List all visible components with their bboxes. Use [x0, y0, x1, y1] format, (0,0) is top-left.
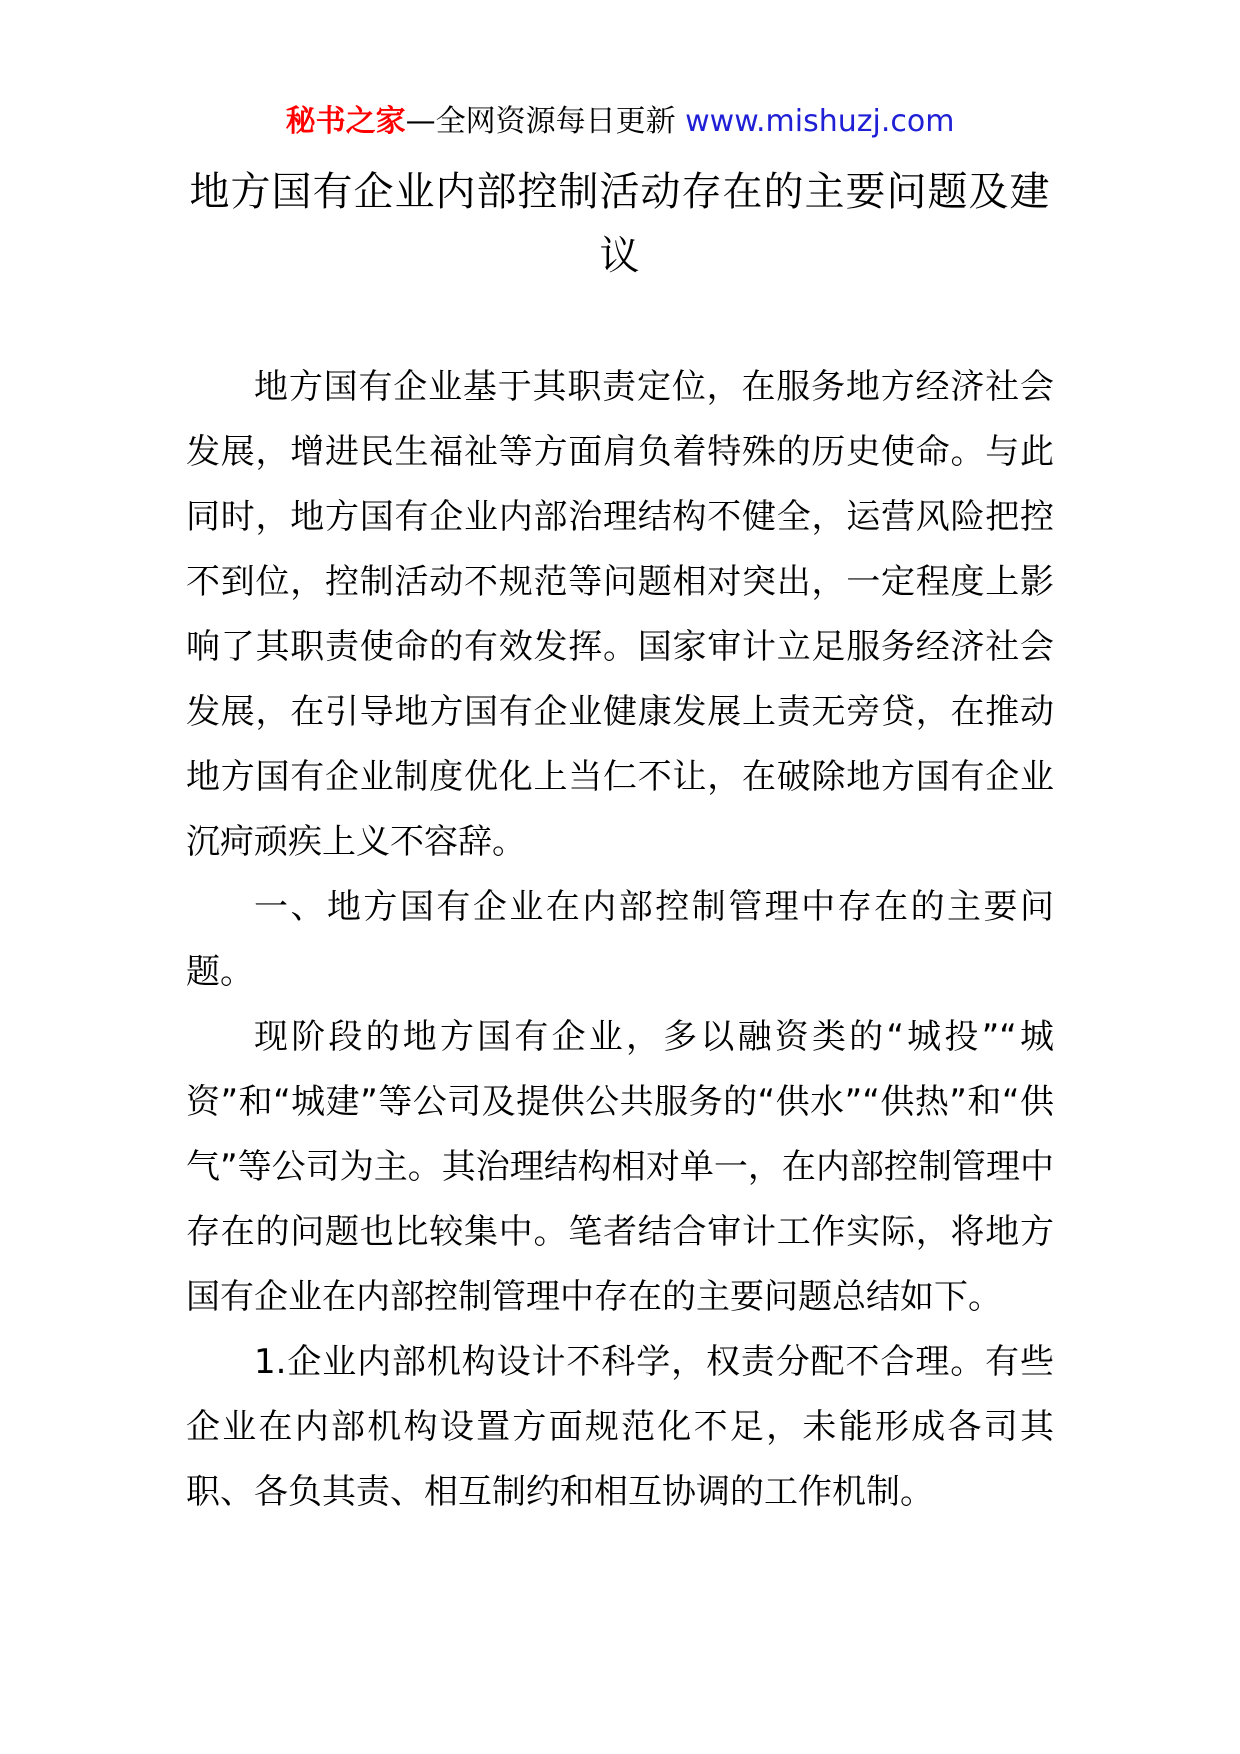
header-tagline: —全网资源每日更新 — [405, 104, 676, 139]
site-url-link[interactable]: www.mishuzj.com — [685, 104, 955, 139]
paragraph-intro: 地方国有企业基于其职责定位，在服务地方经济社会发展，增进民生福祉等方面肩负着特殊的历史使命。与此同时，地方国有企业内部治理结构不健全，运营风险把控不到位，控制活动不规范等问题相对突出，一定程度上影响了其职责使命的有效发挥。国家审计立足服务经济社会发展，在引导地方国有企业健康发展上责无旁贷，在推动地方国有企业制度优化上当仁不让，在破除地方国有企业沉疴顽疾上义不容辞。 — [186, 367, 1054, 862]
paragraph-point-1: 1.企业内部机构设计不科学，权责分配不合理。有些企业在内部机构设置方面规范化不足，未能形成各司其职、各负其责、相互制约和相互协调的工作机制。 — [186, 1342, 1054, 1512]
site-header — [0, 100, 1240, 144]
document-body — [186, 355, 1054, 1525]
paragraph-section-heading: 一、地方国有企业在内部控制管理中存在的主要问题。 — [186, 887, 1054, 992]
paragraph-overview: 现阶段的地方国有企业，多以融资类的“城投”“城资”和“城建”等公司及提供公共服务的“供水”“供热”和“供气”等公司为主。其治理结构相对单一，在内部控制管理中存在的问题也比较集中。笔者结合审计工作实际，将地方国有企业在内部控制管理中存在的主要问题总结如下。 — [186, 1017, 1054, 1317]
brand-name: 秘书之家 — [285, 104, 406, 139]
document-title: 地方国有企业内部控制活动存在的主要问题及建议 — [189, 169, 1051, 279]
